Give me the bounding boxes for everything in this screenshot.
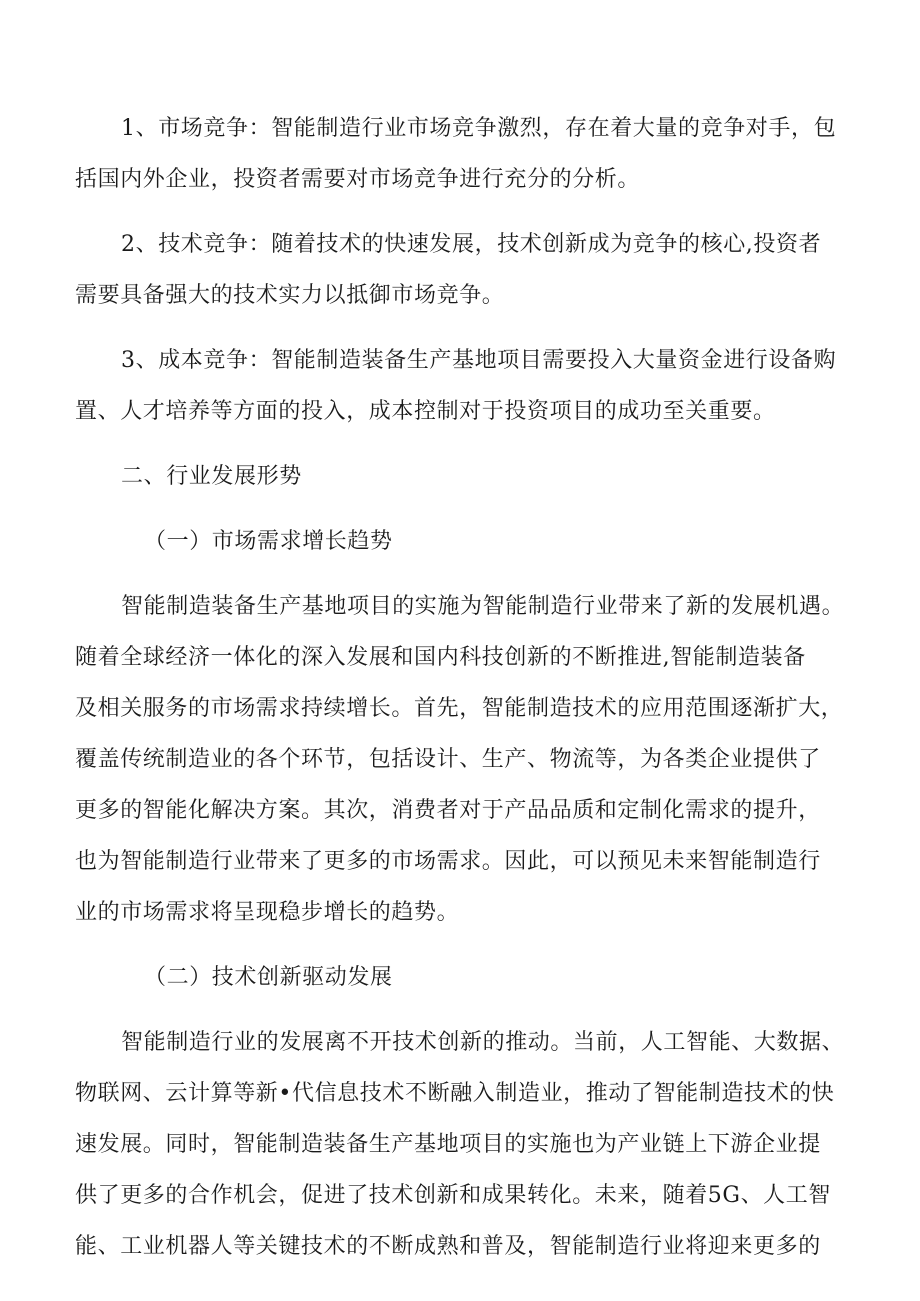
paragraph-market-demand-line-1: 智能制造装备生产基地项目的实施为智能制造行业带来了新的发展机遇。 bbox=[121, 594, 845, 619]
paragraph-market-demand-line-6: 也为智能制造行业带来了更多的市场需求。因此，可以预见未来智能制造行 bbox=[75, 849, 821, 874]
paragraph-market-demand-line-3: 及相关服务的市场需求持续增长。首先，智能制造技术的应用范围逐渐扩大， bbox=[75, 696, 844, 721]
paragraph-market-demand-line-5: 更多的智能化解决方案。其次，消费者对于产品品质和定制化需求的提升， bbox=[75, 798, 821, 823]
paragraph-tech-competition-line-2: 需要具备强大的技术实力以抵御市场竞争。 bbox=[75, 283, 505, 308]
paragraph-tech-innovation-line-1: 智能制造行业的发展离不开技术创新的推动。当前，人工智能、大数据、 bbox=[121, 1030, 845, 1055]
paragraph-market-demand-line-4: 覆盖传统制造业的各个环节，包括设计、生产、物流等，为各类企业提供了 bbox=[75, 747, 821, 772]
subsection-heading-market-demand: （一）市场需求增长趋势 bbox=[144, 529, 393, 554]
paragraph-tech-innovation-line-4: 供了更多的合作机会，促进了技术创新和成果转化。未来，随着5G、人工智 bbox=[75, 1183, 831, 1208]
subsection-heading-tech-innovation: （二）技术创新驱动发展 bbox=[144, 965, 393, 990]
paragraph-cost-competition-line-2: 置、人才培养等方面的投入，成本控制对于投资项目的成功至关重要。 bbox=[75, 399, 776, 424]
paragraph-market-demand-line-2: 随着全球经济一体化的深入发展和国内科技创新的不断推进,智能制造装备 bbox=[75, 645, 806, 670]
paragraph-market-competition-line-2: 括国内外企业，投资者需要对市场竞争进行充分的分析。 bbox=[75, 167, 641, 192]
paragraph-cost-competition-line-1: 3、成本竞争：智能制造装备生产基地项目需要投入大量资金进行设备购 bbox=[121, 348, 837, 373]
section-heading-industry-trend: 二、行业发展形势 bbox=[121, 464, 302, 489]
paragraph-tech-innovation-line-5: 能、工业机器人等关键技术的不断成熟和普及，智能制造行业将迎来更多的 bbox=[75, 1234, 821, 1259]
paragraph-tech-innovation-line-2: 物联网、云计算等新•代信息技术不断融入制造业，推动了智能制造技术的快 bbox=[75, 1081, 835, 1106]
paragraph-tech-innovation-line-3: 速发展。同时，智能制造装备生产基地项目的实施也为产业链上下游企业提 bbox=[75, 1132, 821, 1157]
paragraph-market-demand-line-7: 业的市场需求将呈现稳步增长的趋势。 bbox=[75, 900, 460, 925]
paragraph-market-competition-line-1: 1、市场竞争：智能制造行业市场竞争激烈，存在着大量的竞争对手，包 bbox=[121, 116, 837, 141]
paragraph-tech-competition-line-1: 2、技术竞争：随着技术的快速发展，技术创新成为竞争的核心,投资者 bbox=[121, 232, 822, 257]
